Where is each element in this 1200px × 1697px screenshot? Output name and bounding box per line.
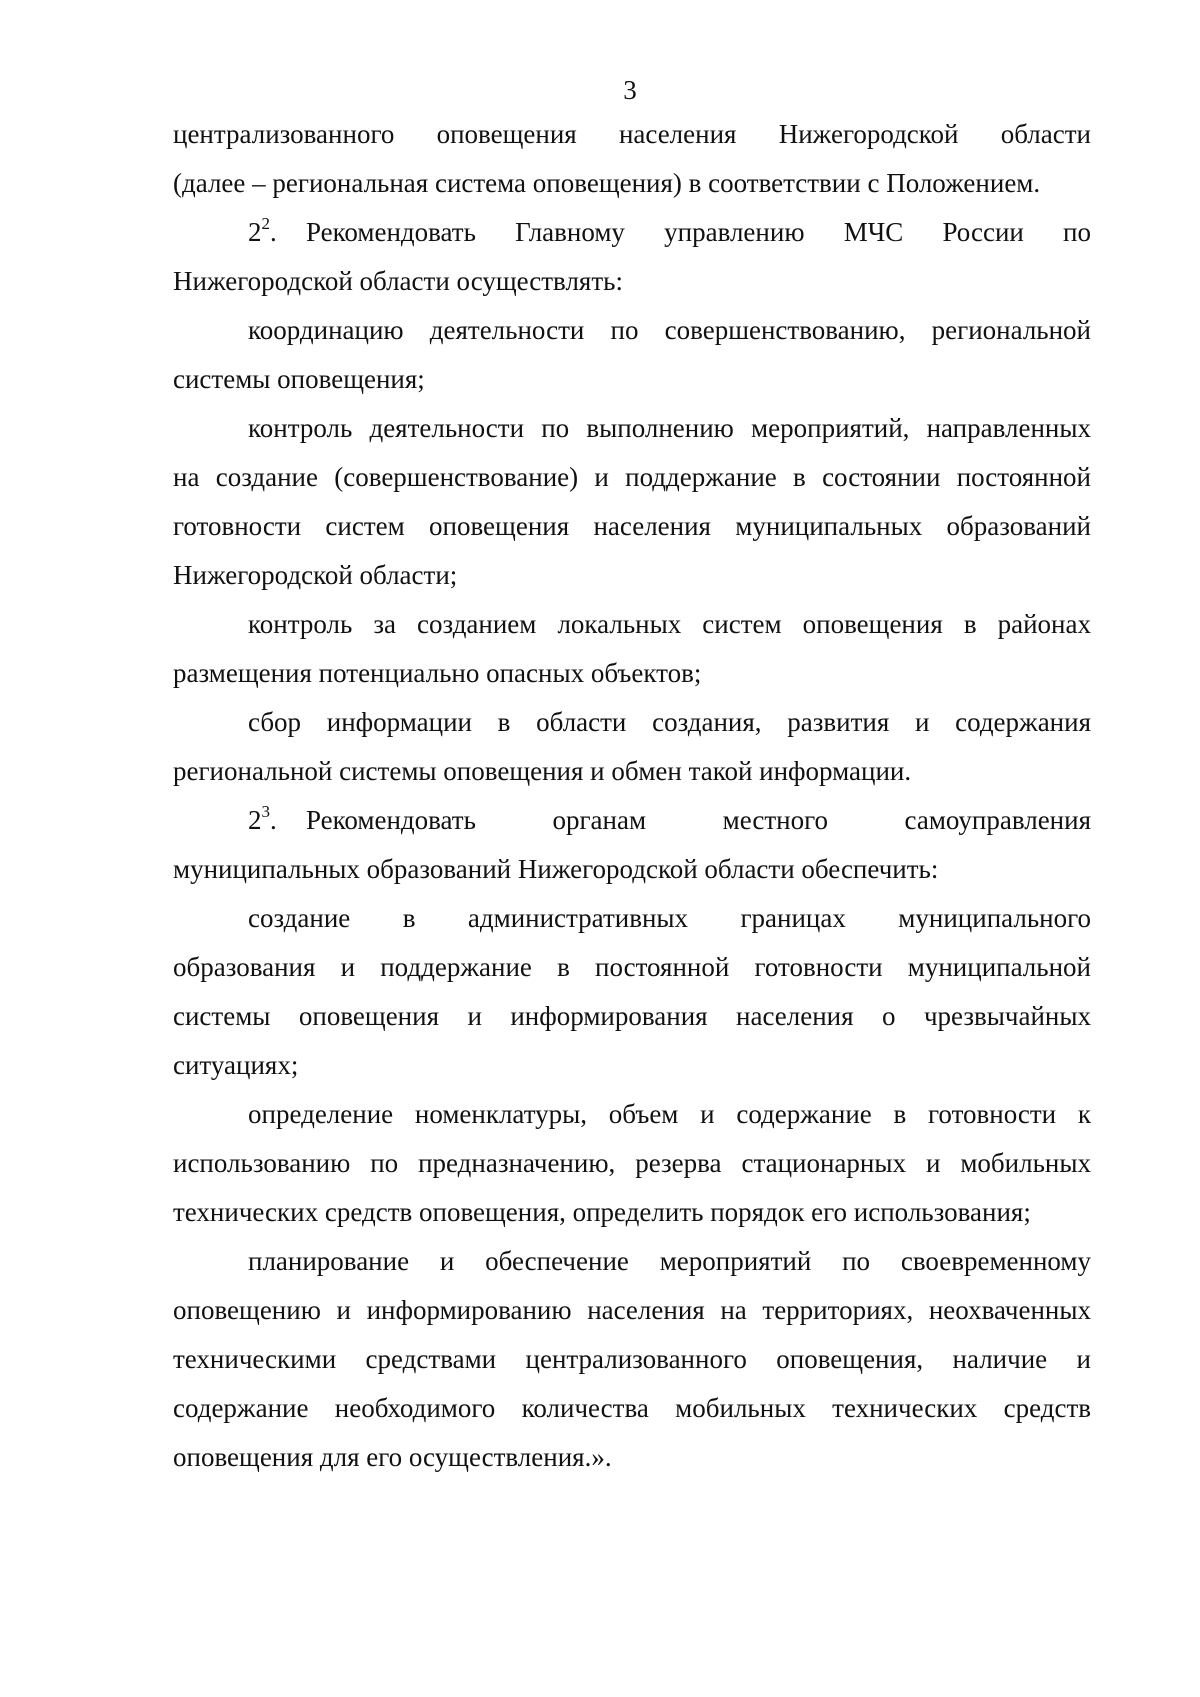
paragraph-2-3 [173, 796, 1091, 894]
text-line: координацию деятельности по совершенствованию, региональной [248, 315, 1091, 345]
document-body [173, 110, 1091, 1482]
text-line: контроль деятельности по выполнению мероприятий, направленных [248, 413, 1091, 443]
paragraph-creation [173, 894, 1091, 1090]
text-line: определение номенклатуры, объем и содержание в готовности к [248, 1099, 1091, 1129]
text-line: централизованного оповещения населения Нижегородской области [173, 119, 1091, 149]
paragraph-1 [173, 110, 1091, 208]
text-line: Нижегородской области; [173, 560, 458, 590]
page-number: 3 [623, 75, 637, 105]
text-line: системы оповещения и информирования населения о чрезвычайных [173, 1001, 1091, 1031]
paragraph-planning [173, 1237, 1091, 1482]
text-line: системы оповещения; [173, 364, 425, 394]
item-number: $2^3$. [248, 802, 277, 835]
paragraph-control-activity [173, 404, 1091, 600]
text-line: $2^3$. Рекомендовать органам местного самоуправления [173, 796, 1091, 845]
text-line: использованию по предназначению, резерва стационарных и мобильных [173, 1148, 1091, 1178]
text-line: готовности систем оповещения населения муниципальных образований [173, 511, 1091, 541]
text-line: (далее – региональная система оповещения) в соответствии с Положением. [173, 168, 1041, 198]
paragraph-info-collection [173, 698, 1091, 796]
paragraph-control-local [173, 600, 1091, 698]
text-line: технических средств оповещения, определить порядок его использования; [173, 1197, 1031, 1227]
text-line: муниципальных образований Нижегородской области обеспечить: [173, 854, 939, 884]
text-line: техническими средствами централизованного оповещения, наличие и [173, 1344, 1091, 1374]
text-line: $2^2$. Рекомендовать Главному управлению МЧС России по [173, 208, 1091, 257]
text-line: оповещению и информированию населения на территориях, неохваченных [173, 1295, 1091, 1325]
text-line: сбор информации в области создания, развития и содержания [248, 707, 1091, 737]
paragraph-coordination [173, 306, 1091, 404]
text-line: размещения потенциально опасных объектов; [173, 658, 702, 688]
text-line: оповещения для его осуществления.». [173, 1442, 612, 1472]
text-line: региональной системы оповещения и обмен такой информации. [173, 756, 912, 786]
paragraph-2-2 [173, 208, 1091, 306]
text-line: планирование и обеспечение мероприятий по своевременному [248, 1246, 1091, 1276]
text-line: контроль за созданием локальных систем оповещения в районах [248, 609, 1091, 639]
text-line: образования и поддержание в постоянной готовности муниципальной [173, 952, 1091, 982]
text-line: ситуациях; [173, 1050, 299, 1080]
item-number: $2^2$. [248, 214, 277, 247]
text-line: создание в административных границах муниципального [248, 903, 1091, 933]
text-line: содержание необходимого количества мобильных технических средств [173, 1393, 1091, 1423]
paragraph-nomenclature [173, 1090, 1091, 1237]
text-line: Нижегородской области осуществлять: [173, 266, 623, 296]
text-line: на создание (совершенствование) и поддержание в состоянии постоянной [173, 462, 1091, 492]
